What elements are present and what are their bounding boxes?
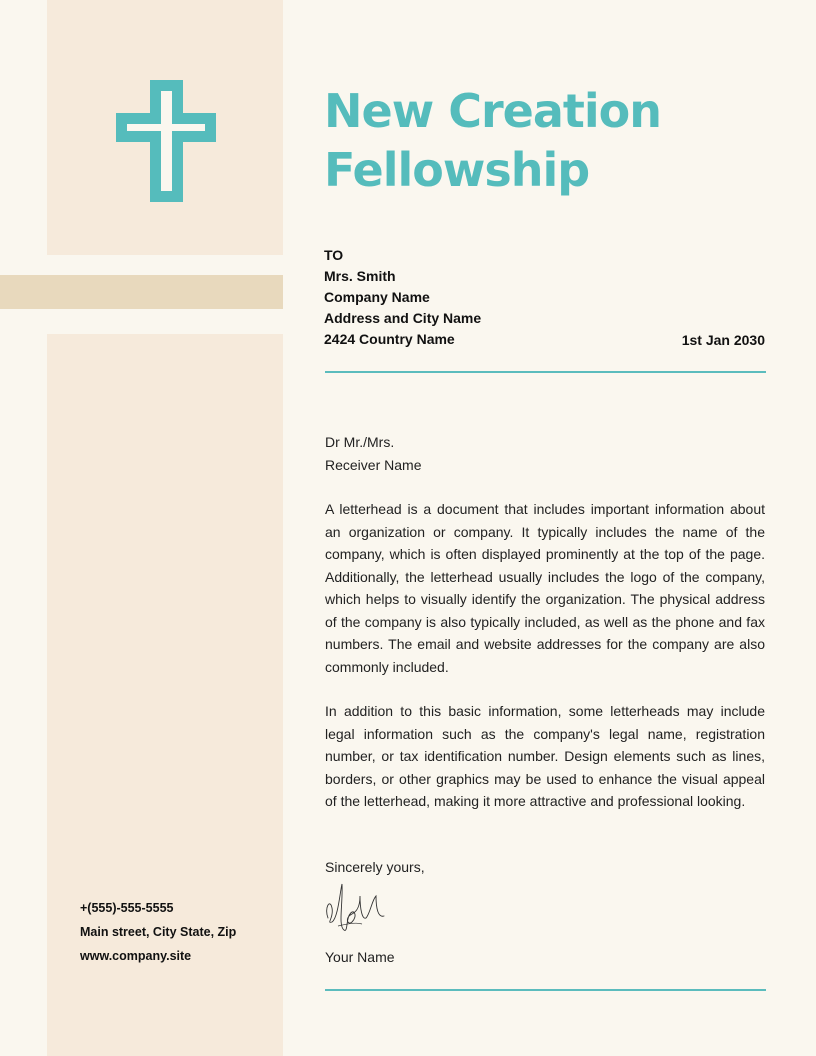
- sidebar-band: [0, 275, 283, 309]
- cross-icon: [116, 80, 216, 202]
- title-line-1: New Creation: [324, 84, 661, 138]
- signature-image: [322, 878, 392, 940]
- signer-name: Your Name: [325, 949, 395, 965]
- to-label: TO: [324, 247, 344, 263]
- recipient-block: [324, 245, 481, 350]
- letter-date: 1st Jan 2030: [681, 332, 765, 348]
- recipient-company: Company Name: [324, 289, 430, 305]
- recipient-name: Mrs. Smith: [324, 268, 396, 284]
- body-paragraph-1: [325, 498, 765, 678]
- divider-top: [325, 371, 766, 373]
- organization-title: [324, 82, 774, 200]
- receiver-name: Receiver Name: [325, 456, 422, 473]
- body-paragraph-2: [325, 700, 765, 813]
- title-line-2: Fellowship: [324, 143, 590, 197]
- recipient-country: 2424 Country Name: [324, 331, 455, 347]
- contact-block: [80, 896, 236, 968]
- greeting: [325, 431, 765, 476]
- divider-bottom: [325, 989, 766, 991]
- contact-phone: +(555)-555-5555: [80, 901, 174, 915]
- salutation: Dr Mr./Mrs.: [325, 434, 395, 450]
- paragraph-text: A letterhead is a document that includes important information about an organization or company. It typically includes the name of the company, which is often displayed prominently at the top of the page. Additionally, the letterhead usually includes the logo of the company, which helps to visually identify the organization. The physical address of the company is also typically included, as well as the phone and fax numbers. The email and website addresses for the company are also commonly included.: [325, 501, 765, 675]
- contact-address: Main street, City State, Zip: [80, 925, 237, 939]
- recipient-address: Address and City Name: [324, 310, 482, 326]
- paragraph-text: In addition to this basic information, some letterheads may include legal information such as the company's legal name, registration number, or tax identification number. Design elements such as lines, borders, or other graphics may be used to enhance the visual appeal of the letterhead, making it more attractive and professional looking.: [325, 703, 765, 809]
- closing: Sincerely yours,: [325, 859, 425, 875]
- contact-website[interactable]: www.company.site: [80, 949, 192, 963]
